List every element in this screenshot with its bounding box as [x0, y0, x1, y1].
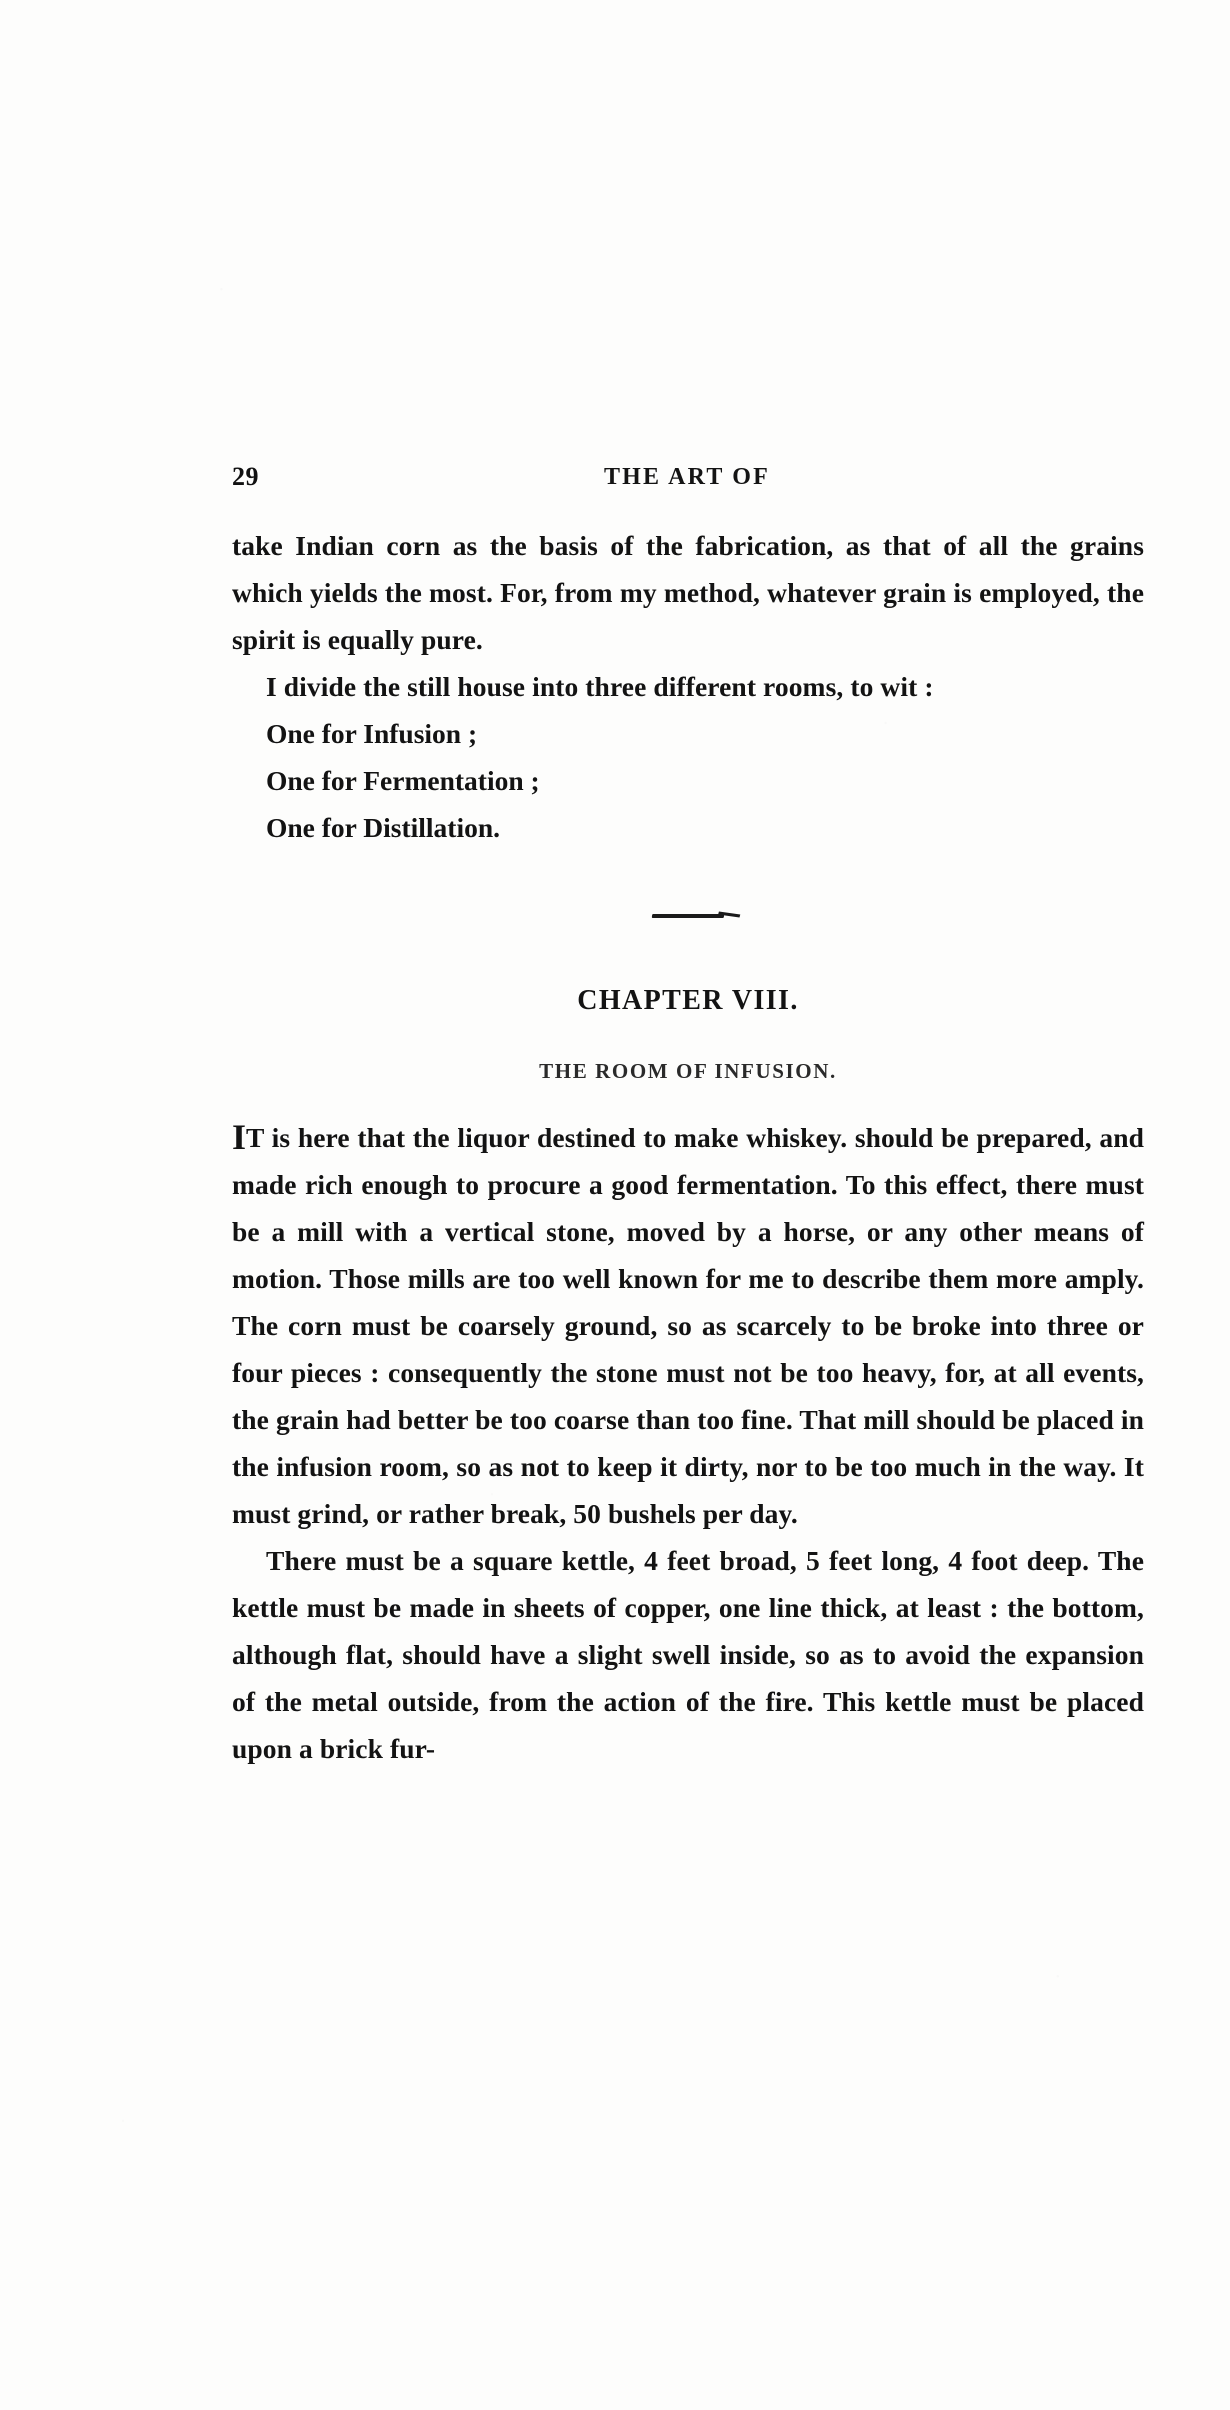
chapter-heading: CHAPTER VIII. — [577, 985, 799, 1016]
rule-bar-icon — [652, 914, 725, 918]
section-heading: THE ROOM OF INFUSION. — [539, 1059, 837, 1083]
drop-cap: I — [232, 1117, 247, 1157]
list-item: One for Distillation. — [266, 812, 501, 843]
running-head-title: THE ART OF — [603, 464, 771, 490]
paragraph-infusion — [232, 1114, 1144, 1537]
running-head — [232, 462, 1142, 492]
paragraph-kettle: There must be a square kettle, 4 feet broad, 5 feet long, 4 foot deep. The kettle must be made in sheets of copper, one line thick, at least : the bottom, although flat, should have a slight swell inside, so as to avoid the expansion of the metal outside, from the action of the fire. This kettle must be placed upon a brick fur- — [232, 1545, 1144, 1764]
page-folio: 29 — [232, 462, 259, 491]
list-item: One for Fermentation ; — [266, 765, 540, 796]
paragraph-continuation: take Indian corn as the basis of the fabrication, as that of all the grains which yields the most. For, from my method, whatever grain is employed, the spirit is equally pure. — [232, 530, 1144, 655]
ornamental-rule — [232, 909, 1144, 929]
body-text-column — [232, 522, 1144, 1772]
paragraph-infusion-text: T is here that the liquor destined to make whiskey. should be prepared, and made rich enough to procure a good fermentation. To this effect, there must be a mill with a vertical stone, moved by a horse, or any other means of motion. Those mills are too well known for me to describe them more amply. The corn must be coarsely ground, so as scarcely to be broke into three or four pieces : consequently the stone must not be too heavy, for, at all events, the grain had better be too coarse than too fine. That mill should be placed in the infusion room, so as not to keep it dirty, nor to be too much in the way. It must grind, or rather break, 50 bushels per day. — [232, 1122, 1144, 1529]
room-list — [232, 710, 1144, 851]
list-item: One for Infusion ; — [266, 718, 478, 749]
paragraph-rooms: I divide the still house into three different rooms, to wit : — [266, 671, 934, 702]
